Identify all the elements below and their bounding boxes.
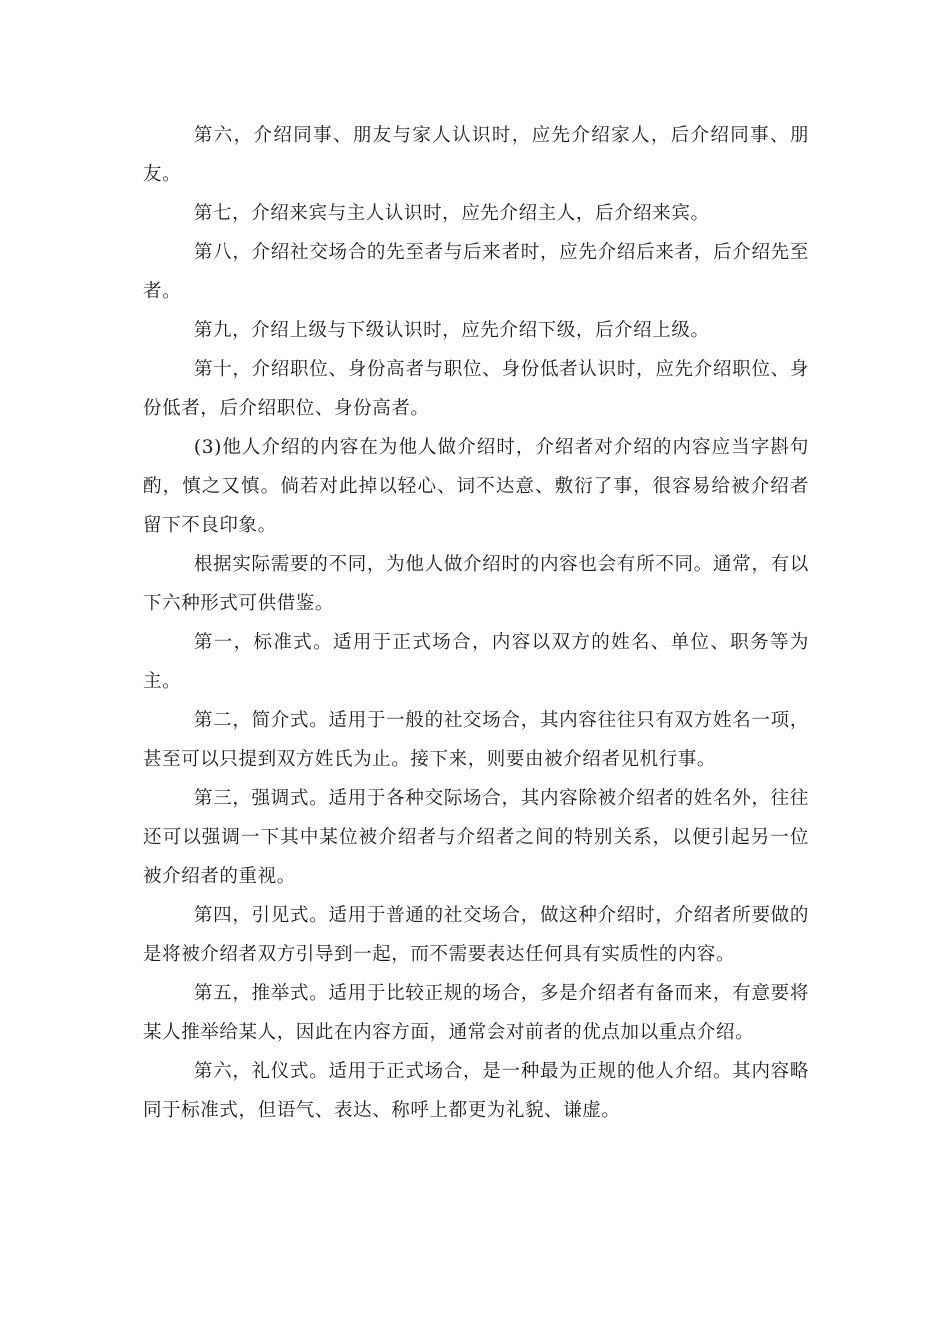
paragraph-form-emphasis: 第三，强调式。适用于各种交际场合，其内容除被介绍者的姓名外，往往还可以强调一下其中某位被介绍者与介绍者之间的特别关系，以便引起另一位被介绍者的重视。 bbox=[143, 788, 809, 887]
paragraph-intro-rule-8: 第八，介绍社交场合的先至者与后来者时，应先介绍后来者，后介绍先至者。 bbox=[143, 242, 809, 302]
paragraph-intro-content: (3)他人介绍的内容在为他人做介绍时，介绍者对介绍的内容应当字斟句酌，慎之又慎。倘若对此掉以轻心、词不达意、敷衍了事，很容易给被介绍者留下不良印象。 bbox=[143, 437, 809, 536]
paragraph-intro-forms-overview: 根据实际需要的不同，为他人做介绍时的内容也会有所不同。通常，有以下六种形式可供借鉴。 bbox=[143, 554, 809, 614]
paragraph-intro-rule-7: 第七，介绍来宾与主人认识时，应先介绍主人，后介绍来宾。 bbox=[193, 203, 710, 224]
document-body bbox=[143, 116, 809, 1130]
paragraph-intro-rule-9: 第九，介绍上级与下级认识时，应先介绍下级，后介绍上级。 bbox=[193, 320, 710, 341]
paragraph-form-brief: 第二，简介式。适用于一般的社交场合，其内容往往只有双方姓名一项，甚至可以只提到双方姓氏为止。接下来，则要由被介绍者见机行事。 bbox=[143, 710, 809, 770]
paragraph-form-introduction: 第四，引见式。适用于普通的社交场合，做这种介绍时，介绍者所要做的是将被介绍者双方引导到一起，而不需要表达任何具有实质性的内容。 bbox=[143, 905, 809, 965]
paragraph-form-recommendation: 第五，推举式。适用于比较正规的场合，多是介绍者有备而来，有意要将某人推举给某人，因此在内容方面，通常会对前者的优点加以重点介绍。 bbox=[143, 983, 809, 1043]
paragraph-intro-rule-6: 第六，介绍同事、朋友与家人认识时，应先介绍家人，后介绍同事、朋友。 bbox=[143, 125, 809, 185]
paragraph-form-ceremonial: 第六，礼仪式。适用于正式场合，是一种最为正规的他人介绍。其内容略同于标准式，但语气、表达、称呼上都更为礼貌、谦虚。 bbox=[143, 1061, 809, 1121]
paragraph-form-standard: 第一，标准式。适用于正式场合，内容以双方的姓名、单位、职务等为主。 bbox=[143, 632, 809, 692]
paragraph-intro-rule-10: 第十，介绍职位、身份高者与职位、身份低者认识时，应先介绍职位、身份低者，后介绍职位、身份高者。 bbox=[143, 359, 809, 419]
